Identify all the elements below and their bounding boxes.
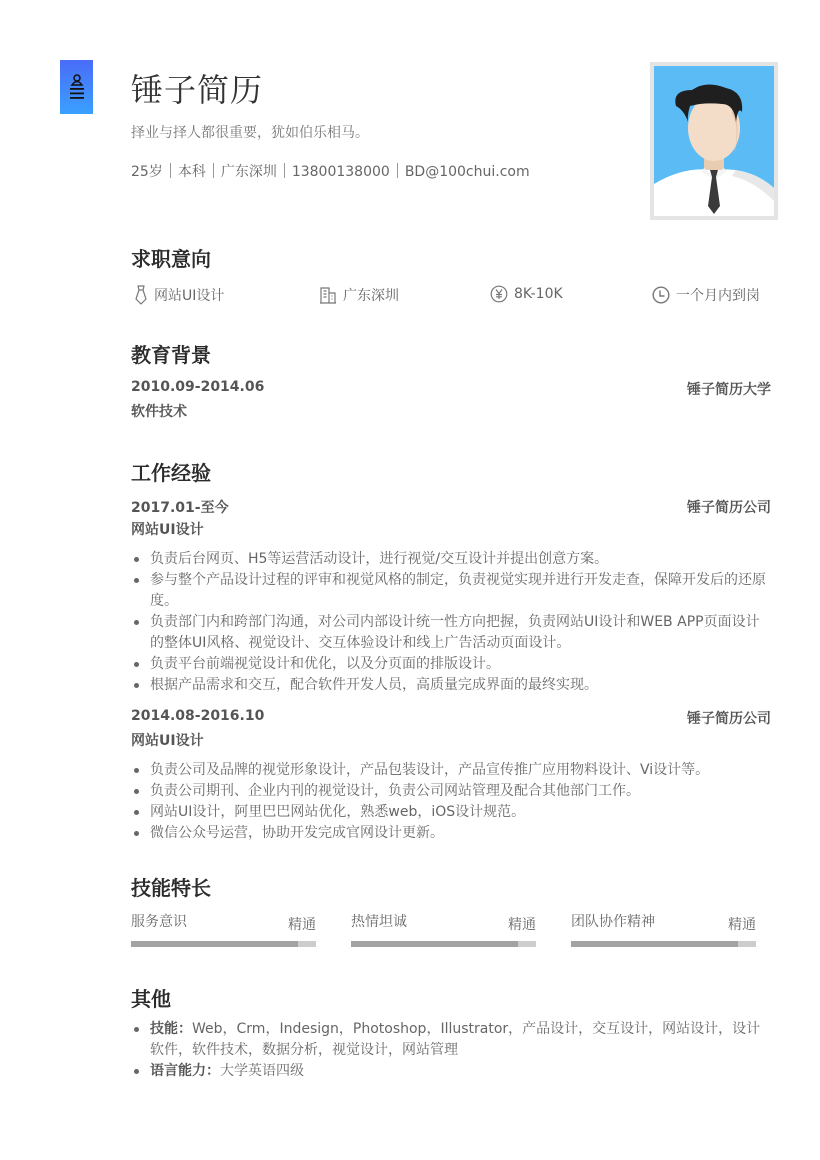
list-item: 负责后台网页、H5等运营活动设计，进行视觉/交互设计并提出创意方案。 <box>131 549 771 570</box>
avatar-photo <box>650 62 778 220</box>
item-label: 语言能力： <box>150 1063 220 1079</box>
candidate-name: 锤子简历 <box>131 71 264 109</box>
skill-item <box>131 912 316 932</box>
list-item: 负责部门内和跨部门沟通，对公司内部设计统一性方向把握，负责网站UI设计和WEB APP页面设计的整体UI风格、视觉设计、交互体验设计和线上广告活动页面设计。 <box>131 612 771 654</box>
yen-icon <box>490 285 508 303</box>
job-intent-section <box>131 245 771 309</box>
entry-major: 软件技术 <box>131 404 187 420</box>
entry-header <box>131 379 771 401</box>
skills-row <box>131 912 771 952</box>
divider <box>213 163 214 178</box>
basic-info <box>131 162 530 182</box>
skill-bar <box>351 941 536 947</box>
skill-bar-fill <box>131 941 298 947</box>
list-item: 负责平台前端视觉设计和优化，以及分页面的排版设计。 <box>131 654 771 675</box>
intent-availability <box>652 285 760 305</box>
section-title: 求职意向 <box>131 247 211 271</box>
intent-row <box>131 285 771 309</box>
intent-salary-text: 8K-10K <box>514 286 563 302</box>
skill-bar-fill <box>351 941 518 947</box>
entry-header <box>131 708 771 730</box>
entry-date: 2017.01-至今 <box>131 500 229 516</box>
entry-role: 网站UI设计 <box>131 522 204 538</box>
list-item: 负责公司期刊、企业内刊的视觉设计，负责公司网站管理及配合其他部门工作。 <box>131 781 771 802</box>
intent-position-text: 网站UI设计 <box>154 288 225 304</box>
intent-location <box>319 285 399 305</box>
skill-name: 服务意识 <box>131 914 187 930</box>
skill-name: 热情坦诚 <box>351 914 407 930</box>
list-item <box>131 1061 771 1082</box>
other-list <box>131 1019 771 1082</box>
work-section <box>131 459 771 844</box>
skill-name: 团队协作精神 <box>571 914 655 930</box>
education-entry <box>131 379 771 423</box>
divider <box>170 163 171 178</box>
item-label: 技能： <box>150 1021 192 1037</box>
skill-level: 精通 <box>508 917 536 933</box>
skill-item <box>351 912 536 932</box>
responsibility-list <box>131 549 771 696</box>
entry-role: 网站UI设计 <box>131 733 204 749</box>
motto: 择业与择人都很重要，犹如伯乐相马。 <box>131 125 369 141</box>
list-item: 参与整个产品设计过程的评审和视觉风格的制定，负责视觉实现并进行开发走查，保障开发后的还原度。 <box>131 570 771 612</box>
intent-position <box>134 285 224 305</box>
section-title: 工作经验 <box>131 461 211 485</box>
entry-header <box>131 497 771 519</box>
clock-icon <box>652 286 670 304</box>
work-entry <box>131 708 771 844</box>
list-item: 负责公司及品牌的视觉形象设计，产品包装设计，产品宣传推广应用物料设计、Vi设计等。 <box>131 760 771 781</box>
section-title: 其他 <box>131 987 171 1011</box>
entry-date: 2010.09-2014.06 <box>131 379 265 395</box>
skill-bar <box>571 941 756 947</box>
entry-company: 锤子简历公司 <box>687 500 771 516</box>
item-text: Web，Crm，Indesign，Photoshop，Illustrator，产品设计，交互设计，网站设计，设计软件，软件技术，数据分析，视觉设计，网站管理 <box>150 1021 761 1058</box>
entry-school: 锤子简历大学 <box>687 382 771 398</box>
intent-availability-text: 一个月内到岗 <box>676 288 760 304</box>
skill-bar-fill <box>571 941 738 947</box>
skill-level: 精通 <box>728 917 756 933</box>
entry-company: 锤子简历公司 <box>687 711 771 727</box>
divider <box>284 163 285 178</box>
building-icon <box>319 286 337 304</box>
info-age: 25岁 <box>131 164 163 180</box>
responsibility-list <box>131 760 771 844</box>
item-text: 大学英语四级 <box>220 1063 304 1079</box>
info-location: 广东深圳 <box>220 164 277 180</box>
avatar-illustration-icon <box>654 66 774 216</box>
info-email[interactable]: BD@100chui.com <box>404 164 530 180</box>
list-item: 根据产品需求和交互，配合软件开发人员，高质量完成界面的最终实现。 <box>131 675 771 696</box>
list-item: 微信公众号运营，协助开发完成官网设计更新。 <box>131 823 771 844</box>
work-entry <box>131 497 771 696</box>
list-item: 网站UI设计，阿里巴巴网站优化，熟悉web，iOS设计规范。 <box>131 802 771 823</box>
skills-section <box>131 874 771 952</box>
section-title: 技能特长 <box>131 876 211 900</box>
resume-person-icon <box>68 73 86 101</box>
resume-badge <box>60 60 93 114</box>
tie-icon <box>134 285 148 305</box>
divider <box>397 163 398 178</box>
info-degree: 本科 <box>177 164 206 180</box>
section-title: 教育背景 <box>131 343 211 367</box>
entry-date: 2014.08-2016.10 <box>131 708 265 724</box>
skill-item <box>571 912 756 932</box>
skill-bar <box>131 941 316 947</box>
info-phone: 13800138000 <box>291 164 390 180</box>
intent-location-text: 广东深圳 <box>343 288 399 304</box>
skill-level: 精通 <box>288 917 316 933</box>
other-section <box>131 985 771 1082</box>
intent-salary <box>490 285 563 303</box>
resume-header <box>131 68 530 182</box>
education-section <box>131 341 771 423</box>
list-item <box>131 1019 771 1061</box>
